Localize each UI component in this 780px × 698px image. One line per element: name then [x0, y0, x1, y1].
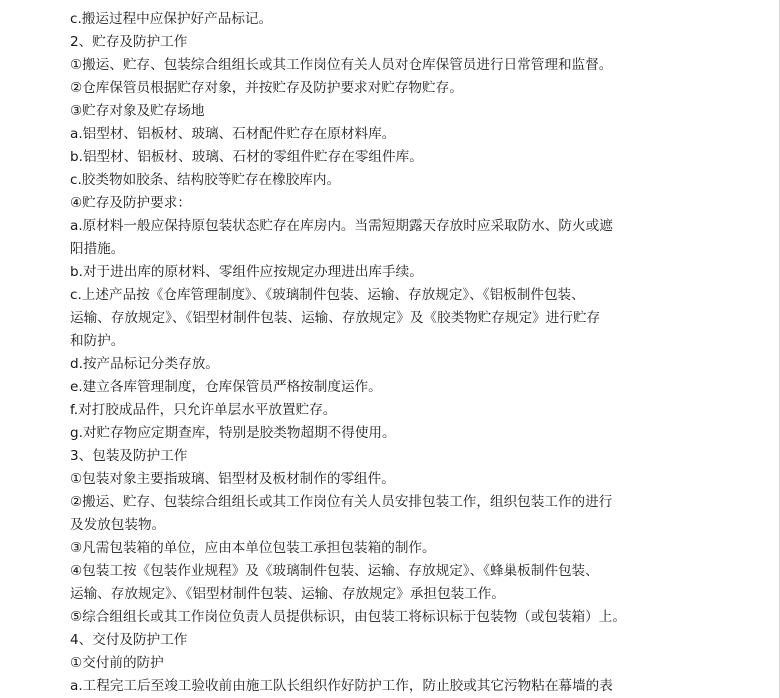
text-line: b.对于进出库的原材料、零组件应按规定办理进出库手续。: [70, 264, 423, 280]
text-line: b.铝型材、铝板材、玻璃、石材的零组件贮存在零组件库。: [70, 149, 423, 165]
text-line: g.对贮存物应定期查库，特别是胶类物超期不得使用。: [70, 425, 396, 441]
text-line: ④包装工按《包装作业规程》及《玻璃制件包装、运输、存放规定》、《蜂巢板制件包装、: [70, 563, 599, 579]
text-line: a.原材料一般应保持原包装状态贮存在库房内。当需短期露天存放时应采取防水、防火或遮: [70, 218, 613, 234]
text-line: ①搬运、贮存、包装综合组组长或其工作岗位有关人员对仓库保管员进行日常管理和监督。: [70, 57, 613, 73]
text-line: e.建立各库管理制度，仓库保管员严格按制度运作。: [70, 379, 382, 395]
text-line: f.对打胶成品件，只允许单层水平放置贮存。: [70, 402, 337, 418]
section-heading: 2、贮存及防护工作: [70, 34, 188, 50]
text-line: ③凡需包装箱的单位，应由本单位包装工承担包装箱的制作。: [70, 540, 436, 556]
text-line: 和防护。: [70, 333, 125, 349]
section-heading: 3、包装及防护工作: [70, 448, 188, 464]
text-line: ②搬运、贮存、包装综合组组长或其工作岗位有关人员安排包装工作，组织包装工作的进行: [70, 494, 613, 510]
text-line: ⑤综合组组长或其工作岗位负责人员提供标识，由包装工将标识标于包装物（或包装箱）上。: [70, 609, 626, 625]
text-line: 运输、存放规定》、《铝型材制件包装、运输、存放规定》承担包装工作。: [70, 586, 505, 602]
document-body: [70, 8, 680, 698]
text-line: 及发放包装物。: [70, 517, 166, 533]
text-line: ④贮存及防护要求：: [70, 195, 191, 211]
text-line: ①交付前的防护: [70, 655, 164, 671]
text-line: c.胶类物如胶条、结构胶等贮存在橡胶库内。: [70, 172, 341, 188]
text-line: 阳措施。: [70, 241, 125, 257]
text-line: ③贮存对象及贮存场地: [70, 103, 205, 119]
text-line: c.上述产品按《仓库管理制度》、《玻璃制件包装、运输、存放规定》、《铝板制件包装、: [70, 287, 585, 303]
text-line: ②仓库保管员根据贮存对象，并按贮存及防护要求对贮存物贮存。: [70, 80, 463, 96]
text-line: a.铝型材、铝板材、玻璃、石材配件贮存在原材料库。: [70, 126, 396, 142]
text-line: a.工程完工后至竣工验收前由施工队长组织作好防护工作，防止胶或其它污物粘在幕墙的表: [70, 678, 613, 694]
text-line: d.按产品标记分类存放。: [70, 356, 219, 372]
text-line: c.搬运过程中应保护好产品标记。: [70, 11, 273, 27]
text-line: 运输、存放规定》、《铝型材制件包装、运输、存放规定》及《胶类物贮存规定》进行贮存: [70, 310, 601, 326]
text-line: ①包装对象主要指玻璃、铝型材及板材制作的零组件。: [70, 471, 395, 487]
section-heading: 4、交付及防护工作: [70, 632, 188, 648]
